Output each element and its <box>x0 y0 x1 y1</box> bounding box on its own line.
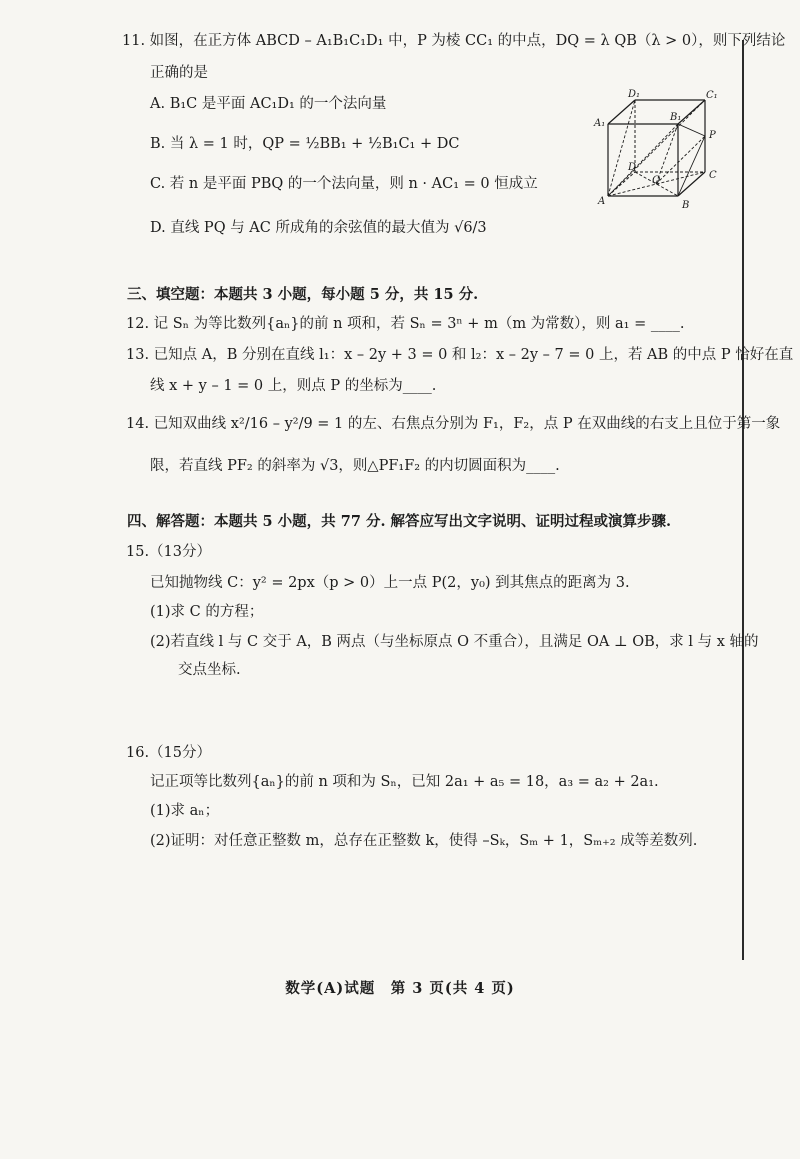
q15-part2-line2: 交点坐标. <box>178 662 241 678</box>
q16-part2: (2)证明：对任意正整数 m，总存在正整数 k，使得 –Sₖ，Sₘ + 1，Sₘ₊₂ 成等差数列. <box>150 833 698 849</box>
q16-title: 16.（15分） <box>126 745 212 761</box>
section4-heading: 四、解答题：本题共 5 小题，共 77 分. 解答应写出文字说明、证明过程或演算步骤. <box>127 513 672 530</box>
label-c1: C₁ <box>706 90 718 101</box>
q13-line2: 线 x + y – 1 = 0 上，则点 P 的坐标为____. <box>150 378 437 394</box>
margin-rule <box>742 40 744 960</box>
q11-option-c: C. 若 n 是平面 PBQ 的一个法向量，则 n · AC₁ = 0 恒成立 <box>150 176 538 192</box>
q15-part2-line1: (2)若直线 l 与 C 交于 A，B 两点（与坐标原点 O 不重合），且满足 OA ⊥ OB，求 l 与 x 轴的 <box>150 634 759 650</box>
q15-part1: (1)求 C 的方程； <box>150 604 264 620</box>
q11-option-a: A. B₁C 是平面 AC₁D₁ 的一个法向量 <box>150 96 387 112</box>
q11-stem-line2: 正确的是 <box>150 65 208 81</box>
label-b: B <box>682 200 690 211</box>
page-footer: 数学(A)试题 第 3 页(共 4 页) <box>285 980 515 997</box>
label-d1: D₁ <box>628 89 641 100</box>
q11-option-d: D. 直线 PQ 与 AC 所成角的余弦值的最大值为 √6/3 <box>150 220 487 236</box>
q16-stem: 记正项等比数列{aₙ}的前 n 项和为 Sₙ，已知 2a₁ + a₅ = 18，a₃ = a₂ + 2a₁. <box>150 774 659 790</box>
label-a1: A₁ <box>594 118 606 129</box>
label-a: A <box>598 196 606 207</box>
q14-line2: 限，若直线 PF₂ 的斜率为 √3，则△PF₁F₂ 的内切圆面积为____. <box>150 458 560 474</box>
label-d: D <box>628 162 637 173</box>
q14-line1: 14. 已知双曲线 x²/16 – y²/9 = 1 的左、右焦点分别为 F₁，F₂，点 P 在双曲线的右支上且位于第一象 <box>126 416 781 432</box>
q12-text: 12. 记 Sₙ 为等比数列{aₙ}的前 n 项和，若 Sₙ = 3ⁿ + m（m 为常数），则 a₁ = ____. <box>126 316 685 332</box>
q13-line1: 13. 已知点 A，B 分别在直线 l₁：x – 2y + 3 = 0 和 l₂：x – 2y – 7 = 0 上，若 AB 的中点 P 恰好在直 <box>126 347 794 363</box>
q11-stem-line1: 11. 如图，在正方体 ABCD – A₁B₁C₁D₁ 中，P 为棱 CC₁ 的中点，DQ = λ QB（λ > 0），则下列结论 <box>122 33 786 49</box>
label-q: Q <box>652 175 661 186</box>
label-c: C <box>709 170 717 181</box>
label-p: P <box>709 130 716 141</box>
q16-part1: (1)求 aₙ； <box>150 803 220 819</box>
q15-stem: 已知抛物线 C：y² = 2px（p > 0）上一点 P(2，y₀) 到其焦点的距离为 3. <box>150 575 630 591</box>
q11-option-b: B. 当 λ = 1 时，QP = ½BB₁ + ½B₁C₁ + DC <box>150 136 460 152</box>
label-b1: B₁ <box>670 112 682 123</box>
cube-figure <box>590 88 730 218</box>
section3-heading: 三、填空题：本题共 3 小题，每小题 5 分，共 15 分. <box>127 286 479 303</box>
q15-title: 15.（13分） <box>126 544 212 560</box>
